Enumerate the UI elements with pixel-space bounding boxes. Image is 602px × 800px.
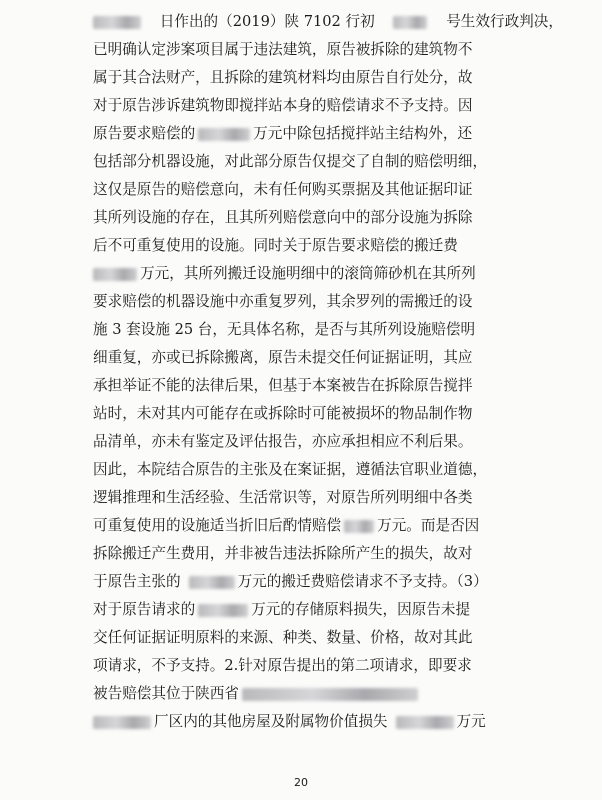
judgment-text <box>93 8 563 736</box>
redaction-blur <box>93 16 141 29</box>
redaction-blur <box>393 16 427 29</box>
redaction-blur <box>93 268 137 281</box>
text-line: 原告要求赔偿的 万元中除包括搅拌站主结构外，还 <box>93 125 473 142</box>
text-line: 属于其合法财产，且拆除的建筑材料均由原告自行处分，故 <box>93 69 473 86</box>
redaction-blur <box>198 604 248 617</box>
text-line: 要求赔偿的机器设施中亦重复罗列，其余罗列的需搬迁的设 <box>93 293 473 310</box>
text-line: 承担举证不能的法律后果，但基于本案被告在拆除原告搅拌 <box>93 377 473 394</box>
redaction-blur <box>344 520 374 533</box>
redaction-blur <box>198 128 250 141</box>
text-line: 项请求，不予支持。2.针对原告提出的第二项请求，即要求 <box>93 657 472 674</box>
text-line: 这仅是原告的赔偿意向，未有任何购买票据及其他证据印证 <box>93 181 473 198</box>
text-line: 细重复，亦或已拆除搬离，原告未提交任何证据证明，其应 <box>93 349 473 366</box>
text-line: 因此，本院结合原告的主张及在案证据，遵循法官职业道德， <box>93 461 488 478</box>
text-line: 已明确认定涉案项目属于违法建筑，原告被拆除的建筑物不 <box>93 41 473 58</box>
text-line: 包括部分机器设施，对此部分原告仅提交了自制的赔偿明细， <box>93 153 488 170</box>
redaction-blur <box>242 688 418 701</box>
text-line: 厂区内的其他房屋及附属物价值损失 万元 <box>93 708 563 736</box>
text-line: 日作出的（2019）陕 7102 行初 号生效行政判决， <box>93 8 563 36</box>
text-line: 品清单，亦未有鉴定及评估报告，亦应承担相应不利后果。 <box>93 433 473 450</box>
text-line: 被告赔偿其位于陕西省 <box>93 680 563 708</box>
text-line: 于原告主张的 万元的搬迁费赔偿请求不予支持。（3） <box>93 573 488 590</box>
text-line: 万元，其所列搬迁设施明细中的滚筒筛砂机在其所列 <box>93 260 563 288</box>
text-line: 对于原告涉诉建筑物即搅拌站本身的赔偿请求不予支持。因 <box>93 97 473 114</box>
text-line: 拆除搬迁产生费用，并非被告违法拆除所产生的损失，故对 <box>93 545 473 562</box>
redaction-blur <box>93 716 151 729</box>
text-line: 后不可重复使用的设施。同时关于原告要求赔偿的搬迁费 <box>93 237 458 254</box>
redaction-blur <box>189 576 235 589</box>
text-line: 站时，未对其内可能存在或拆除时可能被损坏的物品制作物 <box>93 405 473 422</box>
text-line: 交任何证据证明原料的来源、种类、数量、价格，故对其此 <box>93 629 473 646</box>
redaction-blur <box>396 716 454 729</box>
text-line: 其所列设施的存在，且其所列赔偿意向中的部分设施为拆除 <box>93 209 473 226</box>
text-line: 施 3 套设施 25 台，无具体名称，是否与其所列设施赔偿明 <box>93 321 476 338</box>
text-line: 对于原告请求的 万元的存储原料损失，因原告未提 <box>93 601 471 618</box>
text-line: 逻辑推理和生活经验、生活常识等，对原告所列明细中各类 <box>93 489 473 506</box>
text-line: 可重复使用的设施适当折旧后酌情赔偿 万元。而是否因 <box>93 517 480 534</box>
page-number: 20 <box>294 776 308 789</box>
